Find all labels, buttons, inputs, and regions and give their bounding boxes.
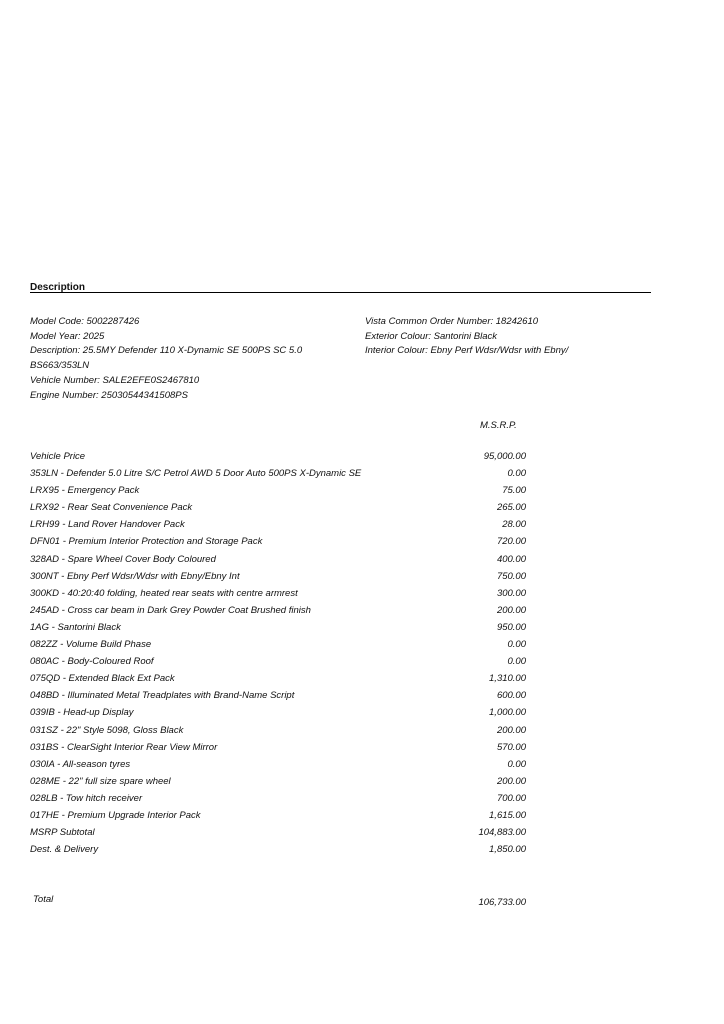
- line-item-description: 039IB - Head-up Display: [30, 707, 134, 719]
- line-item-description: Vehicle Price: [30, 451, 86, 462]
- section-divider: [30, 292, 651, 293]
- line-item-description: 1AG - Santorini Black: [30, 621, 121, 633]
- line-item-row: [30, 656, 526, 673]
- line-item-price: 200.00: [496, 604, 526, 616]
- line-item-description: 017HE - Premium Upgrade Interior Pack: [30, 809, 201, 821]
- order-number: Vista Common Order Number: 18242610: [365, 316, 539, 327]
- line-item-price: 0.00: [507, 639, 526, 651]
- line-item-description: LRX92 - Rear Seat Convenience Pack: [30, 502, 193, 514]
- line-item-row: [30, 554, 526, 571]
- section-title: Description: [30, 282, 86, 293]
- line-item-price: 400.00: [496, 553, 526, 565]
- line-item-row: [30, 827, 526, 844]
- model-year: Model Year: 2025: [30, 330, 105, 342]
- line-item-price: 28.00: [502, 519, 526, 531]
- line-item-description: 300KD - 40:20:40 folding, heated rear seats with centre armrest: [30, 587, 298, 599]
- line-item-description: 031SZ - 22" Style 5098, Gloss Black: [30, 724, 184, 736]
- line-item-price: 750.00: [496, 570, 526, 582]
- line-item-price: 1,850.00: [489, 844, 526, 856]
- line-item-row: [30, 793, 526, 810]
- line-item-price: 200.00: [496, 724, 526, 736]
- engine-number: Engine Number: 25030544341508PS: [30, 389, 188, 401]
- interior-colour: Interior Colour: Ebny Perf Wdsr/Wdsr with Ebny/: [365, 345, 569, 357]
- model-description: Description: 25.5MY Defender 110 X-Dynamic SE 500PS SC 5.0: [30, 345, 303, 357]
- line-item-description: 031BS - ClearSight Interior Rear View Mirror: [30, 741, 218, 753]
- line-item-row: [30, 502, 526, 519]
- line-item-price: 570.00: [496, 741, 526, 753]
- line-item-price: 104,883.00: [478, 827, 526, 839]
- line-item-price: 300.00: [496, 587, 526, 599]
- line-item-row: [30, 588, 526, 605]
- line-item-price: 1,310.00: [489, 673, 526, 685]
- line-item-description: 082ZZ - Volume Build Phase: [30, 639, 152, 651]
- line-item-row: [30, 639, 526, 656]
- line-item-price: 1,000.00: [489, 707, 526, 719]
- line-item-row: [30, 742, 526, 759]
- line-item-price: 0.00: [507, 468, 526, 480]
- line-item-row: [30, 571, 526, 588]
- line-item-description: 300NT - Ebny Perf Wdsr/Wdsr with Ebny/Ebny Int: [30, 570, 240, 582]
- line-item-price: 200.00: [496, 775, 526, 787]
- model-description-continued: BS663/353LN: [30, 360, 90, 372]
- line-item-description: 028LB - Tow hitch receiver: [30, 792, 143, 804]
- msrp-column-header: M.S.R.P.: [480, 420, 517, 431]
- model-code: Model Code: 5002287426: [30, 316, 140, 327]
- line-items-list: [30, 451, 526, 861]
- line-item-row: [30, 485, 526, 502]
- line-item-row: [30, 690, 526, 707]
- line-item-price: 95,000.00: [483, 451, 526, 462]
- line-item-description: 353LN - Defender 5.0 Litre S/C Petrol AWD 5 Door Auto 500PS X-Dynamic SE: [30, 468, 362, 480]
- line-item-row: [30, 844, 526, 861]
- total-label: Total: [33, 894, 54, 905]
- line-item-description: Dest. & Delivery: [30, 844, 99, 856]
- line-item-price: 600.00: [496, 690, 526, 702]
- line-item-row: [30, 605, 526, 622]
- line-item-price: 0.00: [507, 656, 526, 668]
- line-item-description: DFN01 - Premium Interior Protection and Storage Pack: [30, 536, 263, 548]
- line-item-row: [30, 519, 526, 536]
- line-item-row: [30, 759, 526, 776]
- line-item-row: [30, 468, 526, 485]
- line-item-price: 1,615.00: [489, 809, 526, 821]
- line-item-row: [30, 673, 526, 690]
- line-item-description: LRH99 - Land Rover Handover Pack: [30, 519, 185, 531]
- line-item-description: 048BD - Illuminated Metal Treadplates with Brand-Name Script: [30, 690, 295, 702]
- line-item-description: 245AD - Cross car beam in Dark Grey Powder Coat Brushed finish: [30, 604, 311, 616]
- line-item-description: 075QD - Extended Black Ext Pack: [30, 673, 175, 685]
- line-item-description: 080AC - Body-Coloured Roof: [30, 656, 154, 668]
- vehicle-info-left: [30, 315, 330, 403]
- line-item-price: 700.00: [496, 792, 526, 804]
- line-item-price: 265.00: [496, 502, 526, 514]
- line-item-row: [30, 451, 526, 468]
- line-item-price: 75.00: [502, 485, 526, 497]
- line-item-price: 720.00: [496, 536, 526, 548]
- line-item-row: [30, 776, 526, 793]
- line-item-description: 030IA - All-season tyres: [30, 758, 131, 770]
- line-item-row: [30, 810, 526, 827]
- line-item-description: 028ME - 22" full size spare wheel: [30, 775, 171, 787]
- line-item-description: MSRP Subtotal: [30, 827, 95, 839]
- total-price: 106,733.00: [478, 897, 526, 908]
- line-item-description: LRX95 - Emergency Pack: [30, 485, 140, 497]
- exterior-colour: Exterior Colour: Santorini Black: [365, 330, 497, 342]
- line-item-description: 328AD - Spare Wheel Cover Body Coloured: [30, 553, 216, 565]
- line-item-row: [30, 725, 526, 742]
- line-item-price: 950.00: [496, 621, 526, 633]
- line-item-row: [30, 622, 526, 639]
- line-item-price: 0.00: [507, 758, 526, 770]
- line-item-row: [30, 536, 526, 553]
- vehicle-number: Vehicle Number: SALE2EFE0S2467810: [30, 374, 200, 386]
- vehicle-info-right: [365, 315, 645, 359]
- line-item-row: [30, 707, 526, 724]
